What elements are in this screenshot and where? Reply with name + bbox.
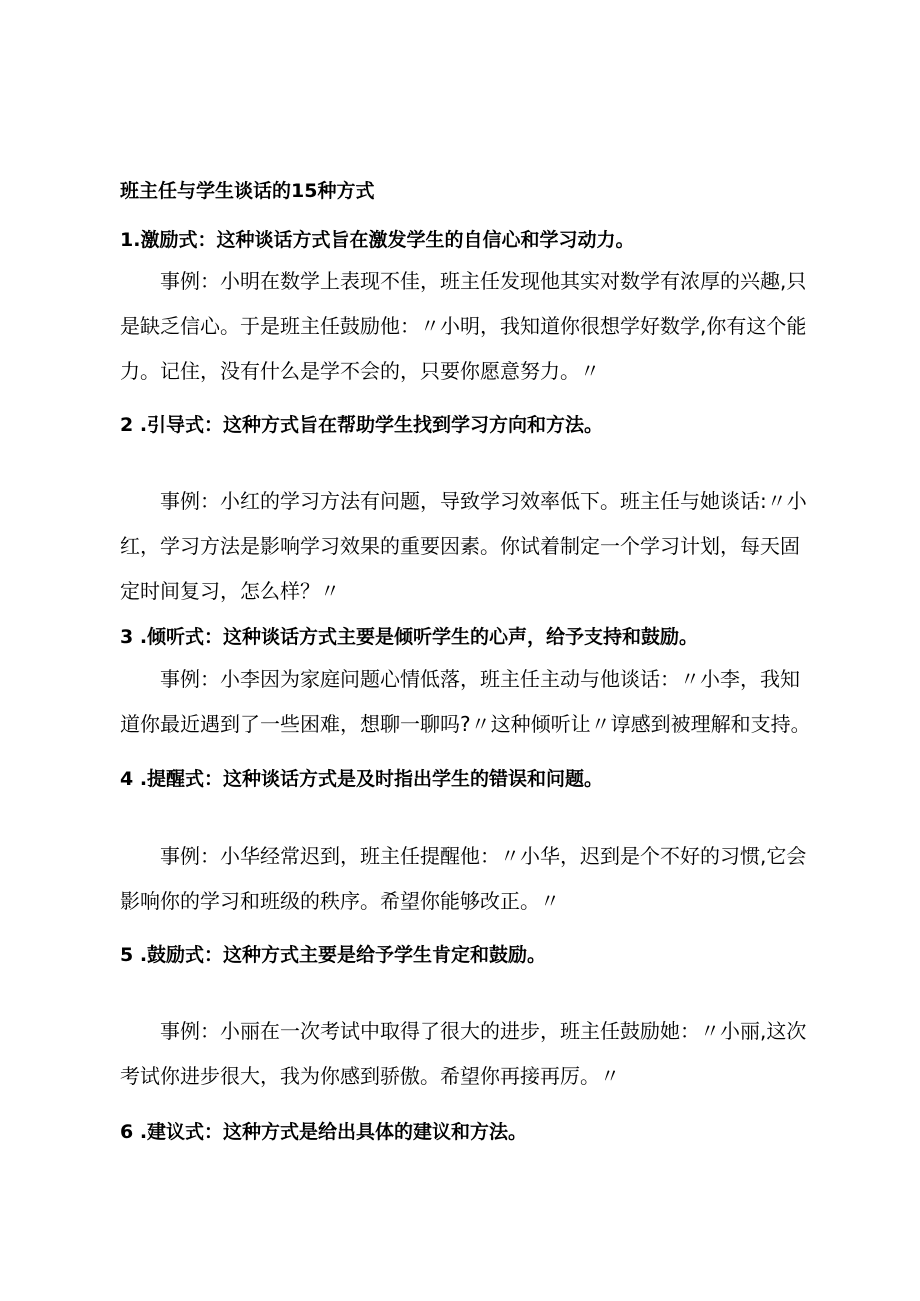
paragraph-line: 事例：小红的学习方法有问题，导致学习效率低下。班主任与她谈话:〃小: [160, 489, 807, 513]
paragraph-line: 是缺乏信心。于是班主任鼓励他：〃小明，我知道你很想学好数学,你有这个能: [120, 314, 807, 338]
section-heading-5: 5 .鼓励式：这种方式主要是给予学生肯定和鼓励。: [120, 944, 547, 966]
section-heading-2: 2 .引导式：这种方式旨在帮助学生找到学习方向和方法。: [120, 414, 604, 436]
section-heading-6: 6 .建议式：这种方式是给出具体的建议和方法。: [120, 1121, 528, 1143]
paragraph-line: 事例：小明在数学上表现不佳，班主任发现他其实对数学有浓厚的兴趣,只: [160, 269, 807, 293]
paragraph-line: 影响你的学习和班级的秩序。希望你能够改正。〃: [120, 889, 560, 913]
paragraph-line: 事例：小丽在一次考试中取得了很大的进步，班主任鼓励她：〃小丽,这次: [160, 1019, 807, 1043]
paragraph-line: 事例：小李因为家庭问题心情低落，班主任主动与他谈话：〃小李，我知: [160, 667, 800, 691]
section-heading-1: 1.激励式：这种谈话方式旨在激发学生的自信心和学习动力。: [120, 229, 635, 251]
section-heading-3: 3 .倾听式：这种谈话方式主要是倾听学生的心声，给予支持和鼓励。: [120, 626, 699, 648]
paragraph-line: 定时间复习，怎么样？〃: [120, 579, 340, 603]
paragraph-line: 红，学习方法是影响学习效果的重要因素。你试着制定一个学习计划，每天固: [120, 534, 800, 558]
paragraph-line: 道你最近遇到了一些困难，想聊一聊吗?〃这种倾听让〃谆感到被理解和支持。: [120, 712, 811, 736]
page-title: 班主任与学生谈话的15种方式: [120, 180, 375, 202]
paragraph-line: 事例：小华经常迟到，班主任提醒他：〃小华，迟到是个不好的习惯,它会: [160, 844, 807, 868]
paragraph-line: 考试你进步很大，我为你感到骄傲。希望你再接再厉。〃: [120, 1064, 620, 1088]
paragraph-line: 力。记住，没有什么是学不会的，只要你愿意努力。〃: [120, 359, 600, 383]
section-heading-4: 4 .提醒式：这种谈话方式是及时指出学生的错误和问题。: [120, 768, 604, 790]
